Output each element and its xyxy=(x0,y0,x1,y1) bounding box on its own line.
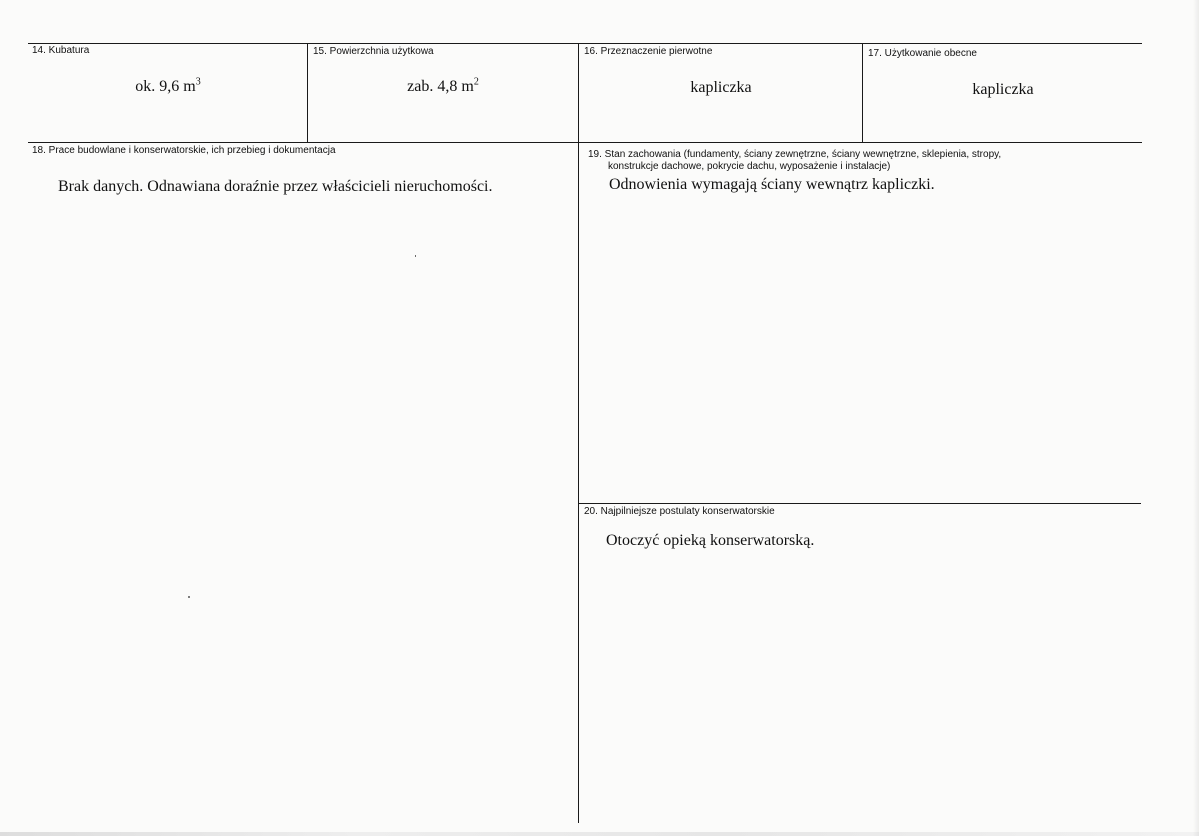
field-15-value-exponent: 2 xyxy=(473,76,479,88)
field-18-value: Brak danych. Odnawiana doraźnie przez właścicieli nieruchomości. xyxy=(58,178,493,195)
field-16-label: 16. Przeznaczenie pierwotne xyxy=(584,46,713,57)
field-14-value-exponent: 3 xyxy=(195,76,201,88)
field-14-value xyxy=(28,78,308,96)
field-17-value: kapliczka xyxy=(972,81,1034,98)
field-20-label: 20. Najpilniejsze postulaty konserwatorskie xyxy=(584,506,775,517)
field-19-value: Odnowienia wymagają ściany wewnątrz kapliczki. xyxy=(609,176,935,193)
field-14-label: 14. Kubatura xyxy=(32,45,90,56)
top-border-line xyxy=(28,43,1142,44)
field-20-value: Otoczyć opieką konserwatorską. xyxy=(606,532,815,549)
section20-top-line xyxy=(578,503,1141,504)
field-17-label: 17. Użytkowanie obecne xyxy=(868,48,977,59)
scan-right-edge xyxy=(1193,0,1199,836)
field-18-label: 18. Prace budowlane i konserwatorskie, ich przebieg i dokumentacja xyxy=(32,145,336,156)
field-15-value xyxy=(308,78,578,96)
field-16-value: kapliczka xyxy=(690,79,752,96)
scan-speck xyxy=(188,596,190,598)
scan-speck xyxy=(415,255,416,257)
divider-main xyxy=(578,43,579,823)
row1-bottom-line xyxy=(28,142,1142,143)
field-19-label-line1: 19. Stan zachowania (fundamenty, ściany zewnętrzne, ściany wewnętrzne, sklepienia, stropy, xyxy=(588,149,1002,160)
field-14-value-text: ok. 9,6 m xyxy=(135,78,196,95)
field-19-label-line2: konstrukcje dachowe, pokrycie dachu, wyposażenie i instalacje) xyxy=(608,161,891,172)
scan-bottom-edge xyxy=(0,832,1199,836)
field-15-value-text: zab. 4,8 m xyxy=(407,78,474,95)
field-15-label: 15. Powierzchnia użytkowa xyxy=(313,46,434,57)
